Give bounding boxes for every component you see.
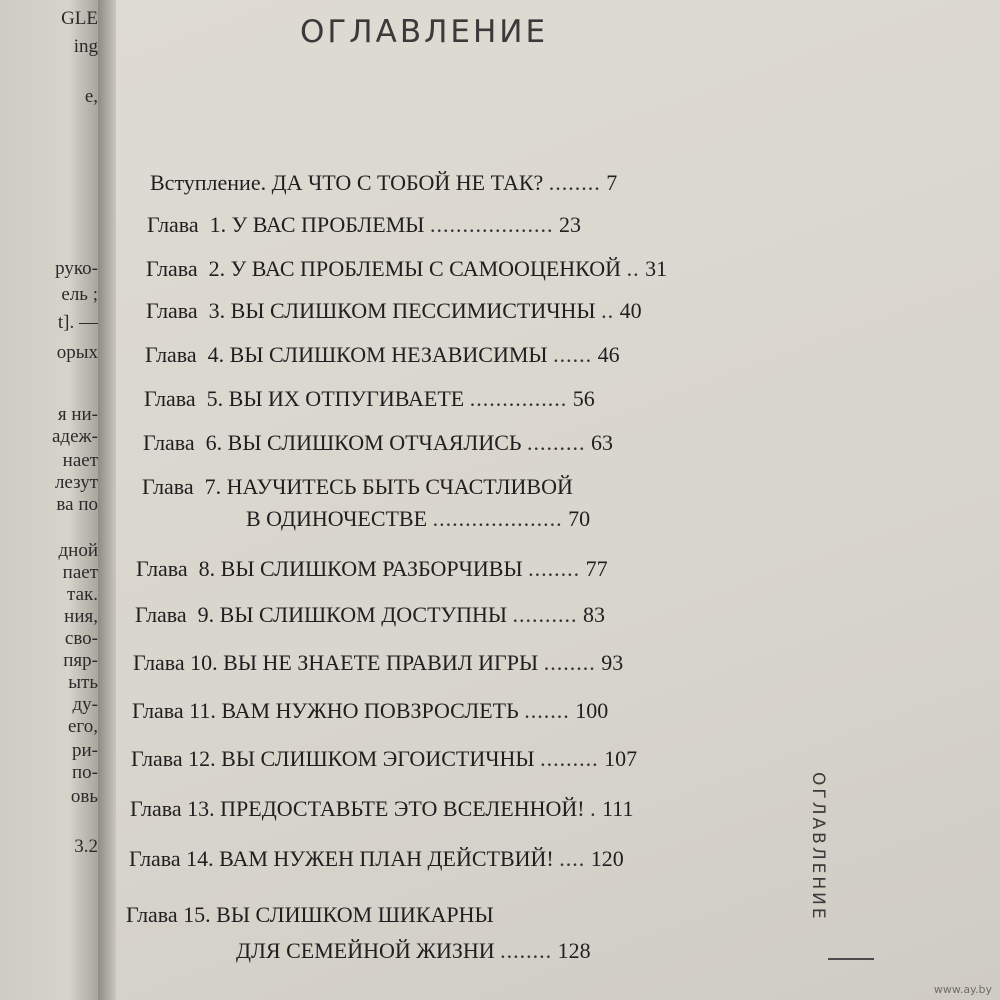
toc-entry-page: 7 bbox=[606, 170, 618, 195]
left-page-fragment: GLE bbox=[61, 8, 98, 29]
left-page-fragment: e, bbox=[84, 86, 98, 107]
left-page-fragment: дной bbox=[58, 540, 98, 561]
left-page-fragment: я ни- bbox=[57, 404, 98, 425]
toc-entry-title: ВЫ СЛИШКОМ ЭГОИСТИЧНЫ bbox=[221, 746, 535, 771]
toc-entry-label: Глава 12. bbox=[131, 746, 216, 771]
toc-entry-leader: .......... bbox=[512, 602, 578, 627]
toc-entry-title: ВЫ ИХ ОТПУГИВАЕТЕ bbox=[228, 386, 465, 411]
toc-entry-leader: ........ bbox=[548, 170, 601, 195]
toc-entry bbox=[147, 212, 581, 238]
toc-entry-title: ВЫ СЛИШКОМ НЕЗАВИСИМЫ bbox=[229, 342, 548, 367]
toc-entry-label: Глава 15. bbox=[126, 902, 211, 927]
left-page-fragment: ния, bbox=[64, 606, 98, 627]
left-page-fragment: сво- bbox=[64, 628, 98, 649]
toc-entry-title: ДА ЧТО С ТОБОЙ НЕ ТАК? bbox=[271, 170, 544, 195]
left-page-fragment: ing bbox=[73, 36, 98, 57]
side-rule bbox=[828, 958, 874, 960]
toc-entry-title: ДЛЯ СЕМЕЙНОЙ ЖИЗНИ bbox=[236, 938, 495, 963]
toc-entry-leader: ......... bbox=[527, 430, 586, 455]
toc-entry-page: 70 bbox=[568, 506, 591, 531]
toc-entry-label: Глава 2. bbox=[146, 256, 226, 281]
toc-entry-page: 77 bbox=[585, 556, 608, 581]
toc-entry-leader: ................... bbox=[429, 212, 554, 237]
page-title: ОГЛАВЛЕНИЕ bbox=[300, 14, 549, 50]
toc-entry bbox=[246, 506, 590, 532]
toc-entry-title: ВЫ НЕ ЗНАЕТЕ ПРАВИЛ ИГРЫ bbox=[223, 650, 539, 675]
toc-entry bbox=[143, 430, 613, 456]
toc-entry bbox=[146, 256, 667, 282]
toc-entry-label: Глава 9. bbox=[135, 602, 215, 627]
watermark: www.ay.by bbox=[933, 983, 992, 996]
toc-entry-title: ВЫ СЛИШКОМ ШИКАРНЫ bbox=[216, 902, 494, 927]
toc-entry-page: 120 bbox=[590, 846, 624, 871]
toc-entry-leader: .................... bbox=[432, 506, 563, 531]
left-page-fragment: ри- bbox=[72, 740, 98, 761]
toc-entry-page: 107 bbox=[604, 746, 638, 771]
toc-entry bbox=[135, 602, 605, 628]
toc-entry-label: Вступление. bbox=[150, 170, 267, 195]
toc-entry-leader: .... bbox=[559, 846, 586, 871]
left-page-fragment: пает bbox=[62, 562, 98, 583]
left-page bbox=[0, 0, 98, 1000]
toc-entry-page: 83 bbox=[583, 602, 606, 627]
left-page-fragment: ель ; bbox=[61, 284, 98, 305]
toc-entry bbox=[130, 796, 634, 822]
toc-entry-label: Глава 7. bbox=[142, 474, 222, 499]
toc-entry-label: Глава 5. bbox=[144, 386, 224, 411]
toc-entry-leader: .. bbox=[626, 256, 640, 281]
toc-entry bbox=[145, 342, 620, 368]
left-page-fragment: ва по bbox=[56, 494, 98, 515]
toc-entry-page: 63 bbox=[591, 430, 614, 455]
toc-entry-page: 40 bbox=[619, 298, 642, 323]
toc-entry-page: 93 bbox=[601, 650, 624, 675]
toc-entry-page: 100 bbox=[575, 698, 609, 723]
toc-entry-label: Глава 3. bbox=[146, 298, 226, 323]
toc-entry-label: Глава 14. bbox=[129, 846, 214, 871]
toc-entry bbox=[142, 474, 573, 500]
toc-entry-title: ВАМ НУЖНО ПОВЗРОСЛЕТЬ bbox=[221, 698, 519, 723]
toc-entry-label: Глава 11. bbox=[132, 698, 216, 723]
left-page-fragment: адеж- bbox=[52, 426, 98, 447]
left-page-fragment: его, bbox=[67, 716, 98, 737]
toc-entry bbox=[144, 386, 595, 412]
toc-entry-label: Глава 10. bbox=[133, 650, 218, 675]
left-page-fragment: так. bbox=[67, 584, 98, 605]
left-page-fragment: ыть bbox=[68, 672, 98, 693]
left-page-fragment: ду- bbox=[72, 694, 98, 715]
toc-entry bbox=[150, 170, 617, 196]
toc-entry-title: ВЫ СЛИШКОМ РАЗБОРЧИВЫ bbox=[220, 556, 523, 581]
left-page-fragment: овь bbox=[70, 786, 98, 807]
left-page-fragment: по- bbox=[72, 762, 98, 783]
toc-entry-page: 23 bbox=[558, 212, 581, 237]
toc-entry-page: 56 bbox=[572, 386, 595, 411]
toc-entry bbox=[131, 746, 637, 772]
toc-entry-title: ПРЕДОСТАВЬТЕ ЭТО ВСЕЛЕННОЙ! bbox=[220, 796, 585, 821]
left-page-fragment: пяр- bbox=[63, 650, 98, 671]
toc-entry-leader: ........ bbox=[528, 556, 581, 581]
toc-entry-leader: .. bbox=[601, 298, 615, 323]
toc-entry-leader: ........ bbox=[500, 938, 553, 963]
toc-entry bbox=[126, 902, 494, 928]
toc-entry-label: Глава 1. bbox=[147, 212, 227, 237]
toc-entry-page: 128 bbox=[557, 938, 591, 963]
toc-entry-title: У ВАС ПРОБЛЕМЫ С САМООЦЕНКОЙ bbox=[230, 256, 622, 281]
toc-entry-page: 46 bbox=[597, 342, 620, 367]
toc-entry bbox=[146, 298, 642, 324]
side-running-title: ОГЛАВЛЕНИЕ bbox=[808, 772, 828, 922]
toc-entry-title: В ОДИНОЧЕСТВЕ bbox=[246, 506, 428, 531]
left-page-fragment: лезут bbox=[54, 472, 98, 493]
toc-entry-leader: ....... bbox=[524, 698, 570, 723]
toc-entry bbox=[136, 556, 608, 582]
toc-entry-label: Глава 6. bbox=[143, 430, 223, 455]
toc-entry-page: 111 bbox=[602, 796, 634, 821]
toc-entry-leader: ...... bbox=[553, 342, 593, 367]
toc-entry-label: Глава 8. bbox=[136, 556, 216, 581]
toc-entry-leader: . bbox=[590, 796, 597, 821]
toc-entry-label: Глава 4. bbox=[145, 342, 225, 367]
toc-entry-title: ВЫ СЛИШКОМ ПЕССИМИСТИЧНЫ bbox=[230, 298, 596, 323]
toc-entry-leader: ............... bbox=[469, 386, 568, 411]
toc-entry-title: ВАМ НУЖЕН ПЛАН ДЕЙСТВИЙ! bbox=[219, 846, 554, 871]
toc-entry-label: Глава 13. bbox=[130, 796, 215, 821]
left-page-fragment: 3.2 bbox=[74, 836, 98, 857]
left-page-fragment: нает bbox=[62, 450, 98, 471]
toc-entry-leader: ........ bbox=[543, 650, 596, 675]
toc-entry-title: ВЫ СЛИШКОМ ДОСТУПНЫ bbox=[219, 602, 508, 627]
left-page-fragment: руко- bbox=[55, 258, 98, 279]
left-page-fragment: t]. — bbox=[57, 312, 98, 333]
toc-entry bbox=[133, 650, 623, 676]
toc-entry-title: У ВАС ПРОБЛЕМЫ bbox=[231, 212, 425, 237]
book-gutter bbox=[98, 0, 116, 1000]
toc-entry bbox=[129, 846, 624, 872]
toc-entry-leader: ......... bbox=[540, 746, 599, 771]
toc-entry-title: ВЫ СЛИШКОМ ОТЧАЯЛИСЬ bbox=[227, 430, 522, 455]
left-page-fragment: орых bbox=[56, 342, 98, 363]
toc-entry-page: 31 bbox=[645, 256, 668, 281]
toc-entry bbox=[236, 938, 591, 964]
toc-entry-title: НАУЧИТЕСЬ БЫТЬ СЧАСТЛИВОЙ bbox=[226, 474, 573, 499]
toc-entry bbox=[132, 698, 608, 724]
